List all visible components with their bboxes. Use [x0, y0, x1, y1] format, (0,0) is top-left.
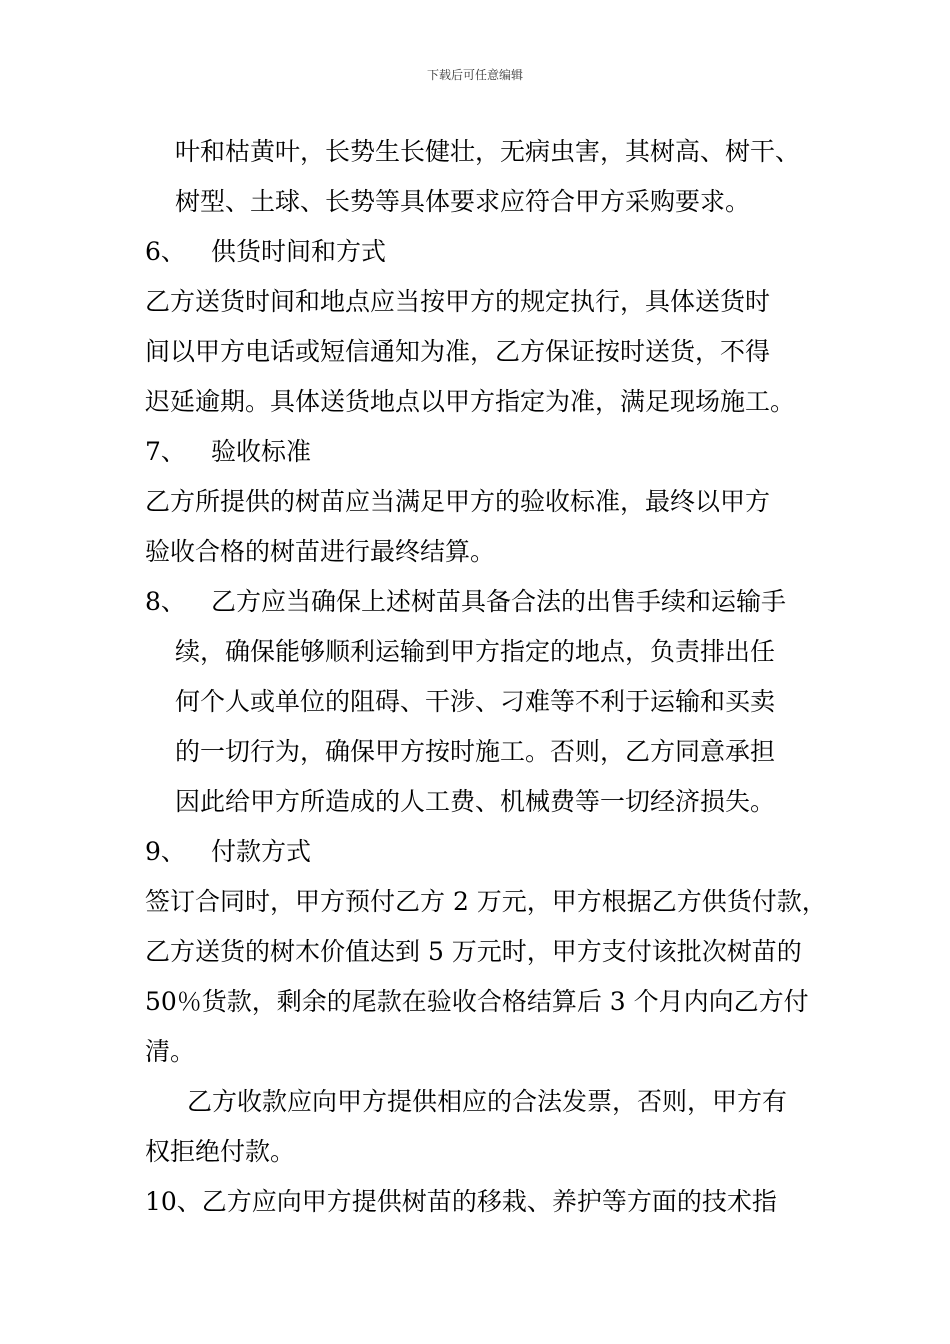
text-line: 何个人或单位的阻碍、干涉、刁难等不利于运输和买卖: [175, 687, 776, 716]
clause-number: 9、: [145, 837, 186, 866]
text-line: 乙方收款应向甲方提供相应的合法发票，否则，甲方有: [187, 1087, 788, 1116]
text-line: 清。: [145, 1037, 196, 1066]
text-line: 乙方送货的树木价值达到 5 万元时，甲方支付该批次树苗的: [145, 937, 802, 966]
text-line: 树型、土球、长势等具体要求应符合甲方采购要求。: [175, 187, 751, 216]
clause-number: 8、: [145, 587, 186, 616]
clause-text: 验收标准: [211, 437, 312, 466]
text-line: 10、乙方应向甲方提供树苗的移栽、养护等方面的技术指: [145, 1187, 777, 1216]
numbered-heading: [145, 227, 825, 277]
clause-number: 6、: [145, 237, 186, 266]
text-line: 权拒绝付款。: [145, 1137, 296, 1166]
document-body: [145, 127, 825, 1227]
text-line: 乙方送货时间和地点应当按甲方的规定执行，具体送货时: [145, 287, 771, 316]
numbered-heading: [145, 827, 825, 877]
text-line: 50％货款，剩余的尾款在验收合格结算后 3 个月内向乙方付: [145, 987, 809, 1016]
clause-text: 付款方式: [211, 837, 312, 866]
text-line: 乙方所提供的树苗应当满足甲方的验收标准，最终以甲方: [145, 487, 771, 516]
text-line: 签订合同时，甲方预付乙方 2 万元，甲方根据乙方供货付款，: [145, 887, 827, 916]
text-line: 因此给甲方所造成的人工费、机械费等一切经济损失。: [175, 787, 776, 816]
clause-text: 供货时间和方式: [211, 237, 387, 266]
page-header: 下载后可任意编辑: [426, 68, 523, 82]
text-line: 续，确保能够顺利运输到甲方指定的地点，负责排出任: [175, 637, 776, 666]
numbered-heading: [145, 427, 825, 477]
text-line: 迟延逾期。具体送货地点以甲方指定为准，满足现场施工。: [145, 387, 796, 416]
text-line: 间以甲方电话或短信通知为准，乙方保证按时送货，不得: [145, 337, 771, 366]
text-line: 的一切行为，确保甲方按时施工。否则，乙方同意承担: [175, 737, 776, 766]
text-line: 验收合格的树苗进行最终结算。: [145, 537, 496, 566]
numbered-heading: [145, 577, 825, 627]
clause-text: 乙方应当确保上述树苗具备合法的出售手续和运输手: [211, 587, 787, 616]
text-line: 叶和枯黄叶，长势生长健壮，无病虫害，其树高、树干、: [175, 137, 801, 166]
clause-number: 7、: [145, 437, 186, 466]
